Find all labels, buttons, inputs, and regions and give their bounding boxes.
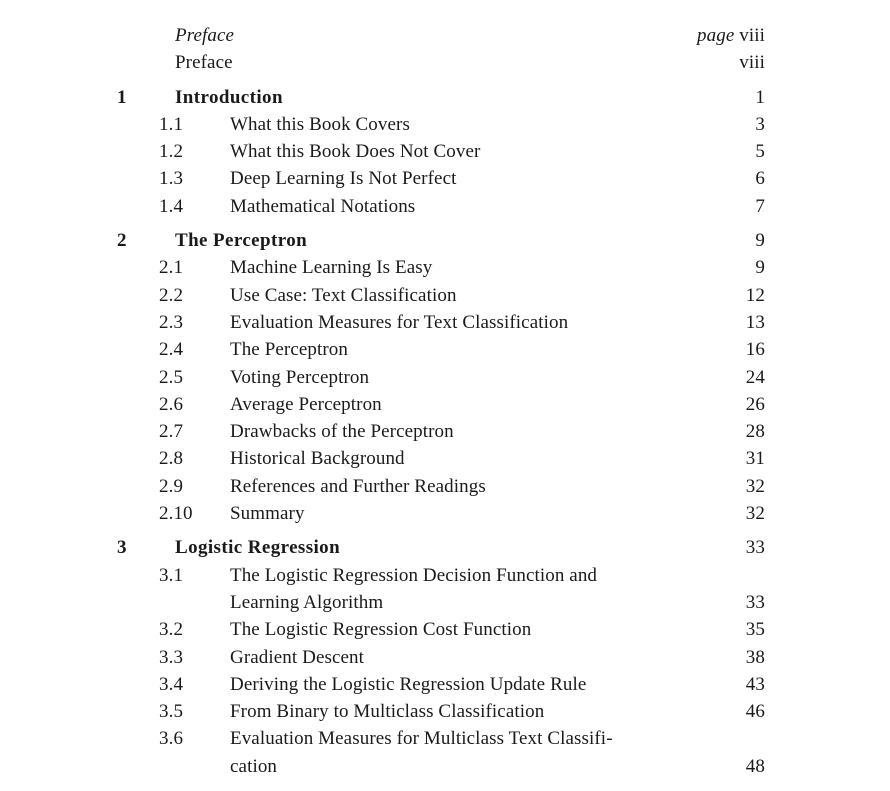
page-number: 32 bbox=[745, 503, 765, 525]
toc-entry-section bbox=[159, 282, 765, 309]
section-title-line: From Binary to Multiclass Classification bbox=[230, 701, 545, 723]
page-number: 48 bbox=[745, 755, 765, 777]
section-title bbox=[230, 445, 734, 472]
toc-entry-section bbox=[159, 391, 765, 418]
section-number: 3.4 bbox=[159, 673, 184, 695]
section-number: 3.6 bbox=[159, 728, 184, 750]
chapter-title: Introduction bbox=[175, 86, 283, 108]
chapter-title: Logistic Regression bbox=[175, 537, 341, 559]
toc-entry-section bbox=[159, 254, 765, 281]
section-title-line: Historical Background bbox=[230, 448, 405, 470]
section-title bbox=[230, 364, 734, 391]
section-title bbox=[230, 698, 734, 725]
section-number: 3.2 bbox=[159, 619, 184, 641]
chapter-number: 1 bbox=[117, 86, 127, 108]
section-number: 1.2 bbox=[159, 141, 184, 163]
page-number: 24 bbox=[745, 366, 765, 388]
toc-entry-section bbox=[159, 309, 765, 336]
section-number: 2.8 bbox=[159, 448, 184, 470]
page-number: 32 bbox=[745, 475, 765, 497]
section-title bbox=[230, 725, 734, 780]
section-title-line: Learning Algorithm bbox=[230, 591, 384, 613]
section-title-line: The Logistic Regression Cost Function bbox=[230, 619, 532, 641]
section-number: 2.2 bbox=[159, 284, 184, 306]
toc-entry-section bbox=[159, 473, 765, 500]
section-number: 3.5 bbox=[159, 701, 184, 723]
section-title-line: What this Book Covers bbox=[230, 113, 410, 135]
chapter-number: 3 bbox=[117, 537, 127, 559]
section-title-line: The Perceptron bbox=[230, 339, 348, 361]
page-number: 43 bbox=[745, 673, 765, 695]
section-title bbox=[230, 111, 743, 138]
section-title bbox=[230, 644, 734, 671]
section-title bbox=[230, 418, 734, 445]
page-number: 35 bbox=[745, 619, 765, 641]
chapter-title: The Perceptron bbox=[175, 230, 308, 252]
section-number: 1.3 bbox=[159, 168, 184, 190]
toc-entry-section bbox=[159, 671, 765, 698]
section-title-line: Evaluation Measures for Multiclass Text Classifi- bbox=[230, 728, 613, 750]
section-title-line: Drawbacks of the Perceptron bbox=[230, 421, 454, 443]
section-number: 2.4 bbox=[159, 339, 184, 361]
toc-entry-section bbox=[159, 644, 765, 671]
section-number: 2.9 bbox=[159, 475, 184, 497]
section-title-line: Mathematical Notations bbox=[230, 195, 416, 217]
section-title-line: cation bbox=[230, 755, 278, 777]
section-number: 1.1 bbox=[159, 113, 184, 135]
toc-entry-section bbox=[159, 445, 765, 472]
section-number: 2.7 bbox=[159, 421, 184, 443]
section-title-line: Summary bbox=[230, 503, 305, 525]
section-title bbox=[230, 562, 734, 617]
toc-entry-section bbox=[159, 698, 765, 725]
page-number: 13 bbox=[745, 311, 765, 333]
page-number: 5 bbox=[755, 141, 765, 163]
section-title-line: Voting Perceptron bbox=[230, 366, 370, 388]
section-title bbox=[230, 671, 734, 698]
section-title-line: References and Further Readings bbox=[230, 475, 486, 497]
toc-entry-section bbox=[159, 364, 765, 391]
page-number: 28 bbox=[745, 421, 765, 443]
section-title bbox=[230, 254, 743, 281]
front-matter-title: Preface bbox=[175, 52, 233, 74]
page-number: 38 bbox=[745, 646, 765, 668]
section-number: 3.3 bbox=[159, 646, 184, 668]
section-title-line: Deep Learning Is Not Perfect bbox=[230, 168, 457, 190]
page-number: 33 bbox=[745, 591, 765, 613]
page-number: 9 bbox=[755, 257, 765, 279]
page-number: 16 bbox=[745, 339, 765, 361]
page-number: page viii bbox=[697, 25, 765, 46]
section-title bbox=[230, 500, 734, 527]
section-number: 2.5 bbox=[159, 366, 184, 388]
toc-entry-section bbox=[159, 165, 765, 192]
section-title bbox=[230, 165, 743, 192]
chapter-number: 2 bbox=[117, 230, 127, 252]
toc-entry-chapter bbox=[117, 227, 765, 254]
section-title-line: Evaluation Measures for Text Classification bbox=[230, 311, 569, 333]
section-title-line: Gradient Descent bbox=[230, 646, 365, 668]
section-title-line: The Logistic Regression Decision Function and bbox=[230, 564, 598, 586]
section-title bbox=[230, 336, 734, 363]
page-number: 3 bbox=[755, 113, 765, 135]
toc-entry-chapter bbox=[117, 534, 765, 561]
toc-entry-section bbox=[159, 418, 765, 445]
toc-entry-front-matter bbox=[175, 22, 765, 49]
section-number: 2.1 bbox=[159, 257, 184, 279]
toc-entry-section bbox=[159, 562, 765, 617]
page-number: 6 bbox=[755, 168, 765, 190]
page-number: 31 bbox=[745, 448, 765, 470]
toc-entry-section bbox=[159, 336, 765, 363]
section-title bbox=[230, 193, 743, 220]
section-title bbox=[230, 138, 743, 165]
page-number: 7 bbox=[755, 195, 765, 217]
page-number: 1 bbox=[755, 86, 765, 108]
section-title-line: Average Perceptron bbox=[230, 393, 382, 415]
toc-entry-section bbox=[159, 111, 765, 138]
page-number: 9 bbox=[755, 230, 765, 252]
section-number: 2.6 bbox=[159, 393, 184, 415]
toc-entry-front-matter bbox=[175, 49, 765, 76]
page-word-label: page bbox=[697, 25, 735, 46]
section-number: 2.3 bbox=[159, 311, 184, 333]
section-title bbox=[230, 391, 734, 418]
toc-entry-section bbox=[159, 616, 765, 643]
page-number: 26 bbox=[745, 393, 765, 415]
toc-entry-section bbox=[159, 193, 765, 220]
section-title bbox=[230, 282, 734, 309]
section-title-line: Machine Learning Is Easy bbox=[230, 257, 433, 279]
section-title-line: Use Case: Text Classification bbox=[230, 284, 457, 306]
page-number: 12 bbox=[745, 284, 765, 306]
section-title-line: Deriving the Logistic Regression Update Rule bbox=[230, 673, 587, 695]
page-number: viii bbox=[739, 52, 765, 74]
section-title bbox=[230, 616, 734, 643]
toc-entry-section bbox=[159, 500, 765, 527]
toc-entry-chapter bbox=[117, 84, 765, 111]
toc-entry-section bbox=[159, 725, 765, 780]
section-title bbox=[230, 473, 734, 500]
section-title-line: What this Book Does Not Cover bbox=[230, 141, 481, 163]
front-matter-title: Preface bbox=[175, 25, 235, 46]
page-number: 46 bbox=[745, 701, 765, 723]
section-title bbox=[230, 309, 734, 336]
page-number: 33 bbox=[745, 537, 765, 559]
toc-entry-section bbox=[159, 138, 765, 165]
section-number: 1.4 bbox=[159, 195, 184, 217]
section-number: 2.10 bbox=[159, 503, 193, 525]
section-number: 3.1 bbox=[159, 564, 184, 586]
